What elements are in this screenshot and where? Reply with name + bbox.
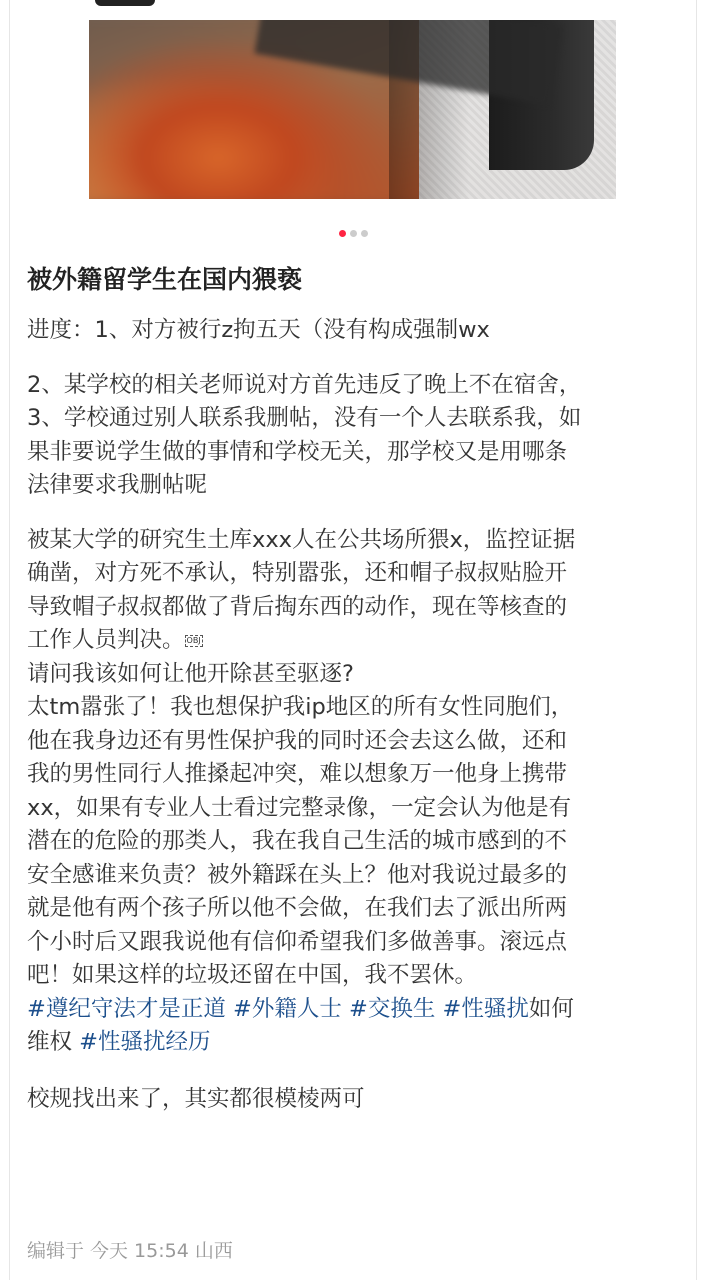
content-line: 就是他有两个孩子所以他不会做，在我们去了派出所两 xyxy=(27,895,568,921)
content-line: 3、学校通过别人联系我删帖，没有一个人去联系我，如 xyxy=(27,405,582,431)
content-line: 果非要说学生做的事情和学校无关，那学校又是用哪条 xyxy=(27,438,568,465)
content-line: 潜在的危险的那类人，我在我自己生活的城市感到的不 xyxy=(27,828,568,854)
content-line: 安全感谁来负责？被外籍踩在头上？他对我说过最多的 xyxy=(27,861,568,888)
tags-line: 维权 #性骚扰经历 xyxy=(27,1029,211,1055)
post-image[interactable] xyxy=(89,20,616,199)
post-meta xyxy=(27,1236,239,1263)
content-line: 法律要求我删帖呢 xyxy=(27,472,208,498)
content-line: xx，如果有专业人士看过完整录像，一定会认为他是有 xyxy=(27,794,572,821)
post-content xyxy=(27,314,687,1116)
ip-location: 山西 xyxy=(194,1240,233,1262)
content-line: 校规找出来了，其实都很模棱两可 xyxy=(27,1085,365,1112)
hashtag-link[interactable]: #性骚扰经历 xyxy=(79,1029,211,1055)
hashtag-link[interactable]: #外籍人士 xyxy=(233,995,342,1022)
edited-label: 编辑于 xyxy=(27,1240,85,1262)
content-line: 请问我该如何让他开除甚至驱逐? xyxy=(27,660,354,687)
content-line: 导致帽子叔叔都做了背后掏东西的动作，现在等核查的 xyxy=(27,593,568,620)
content-line: 工作人员判决。 OBJ xyxy=(27,627,201,653)
pager-dot-active[interactable] xyxy=(339,230,346,237)
pager-dot[interactable] xyxy=(361,230,368,237)
image-pager xyxy=(0,230,706,237)
content-line: 太tm嚣张了！我也想保护我ip地区的所有女性同胞们， xyxy=(27,694,574,720)
content-line: 他在我身边还有男性保护我的同时还会去这么做，还和 xyxy=(27,727,568,754)
hashtag-link[interactable]: #性骚扰 xyxy=(442,995,529,1022)
content-line: 吧！如果这样的垃圾还留在中国，我不罢休。 xyxy=(27,962,478,988)
tags-line: #遵纪守法才是正道 #外籍人士 #交换生 #性骚扰如何 xyxy=(27,995,574,1022)
edited-time: 今天 15:54 xyxy=(90,1240,189,1262)
content-line: 2、某学校的相关老师说对方首先违反了晚上不在宿舍， xyxy=(27,371,582,398)
content-line: 个小时后又跟我说他有信仰希望我们多做善事。滚远点 xyxy=(27,928,568,955)
content-line: 我的男性同行人推搡起冲突，难以想象万一他身上携带 xyxy=(27,761,568,787)
photo-edge xyxy=(95,0,155,6)
content-line: 确凿，对方死不承认，特别嚣张，还和帽子叔叔贴脸开 xyxy=(27,560,568,586)
pager-dot[interactable] xyxy=(350,230,357,237)
hashtag-link[interactable]: #遵纪守法才是正道 xyxy=(27,995,226,1022)
post-title: 被外籍留学生在国内猥亵 xyxy=(27,265,303,294)
content-line: 被某大学的研究生土库xxx人在公共场所猥x，监控证据 xyxy=(27,526,576,553)
content-line: 进度：1、对方被行z拘五天（没有构成强制wx xyxy=(27,317,490,343)
hashtag-link[interactable]: #交换生 xyxy=(349,995,436,1022)
obj-placeholder-icon: OBJ xyxy=(186,635,201,645)
